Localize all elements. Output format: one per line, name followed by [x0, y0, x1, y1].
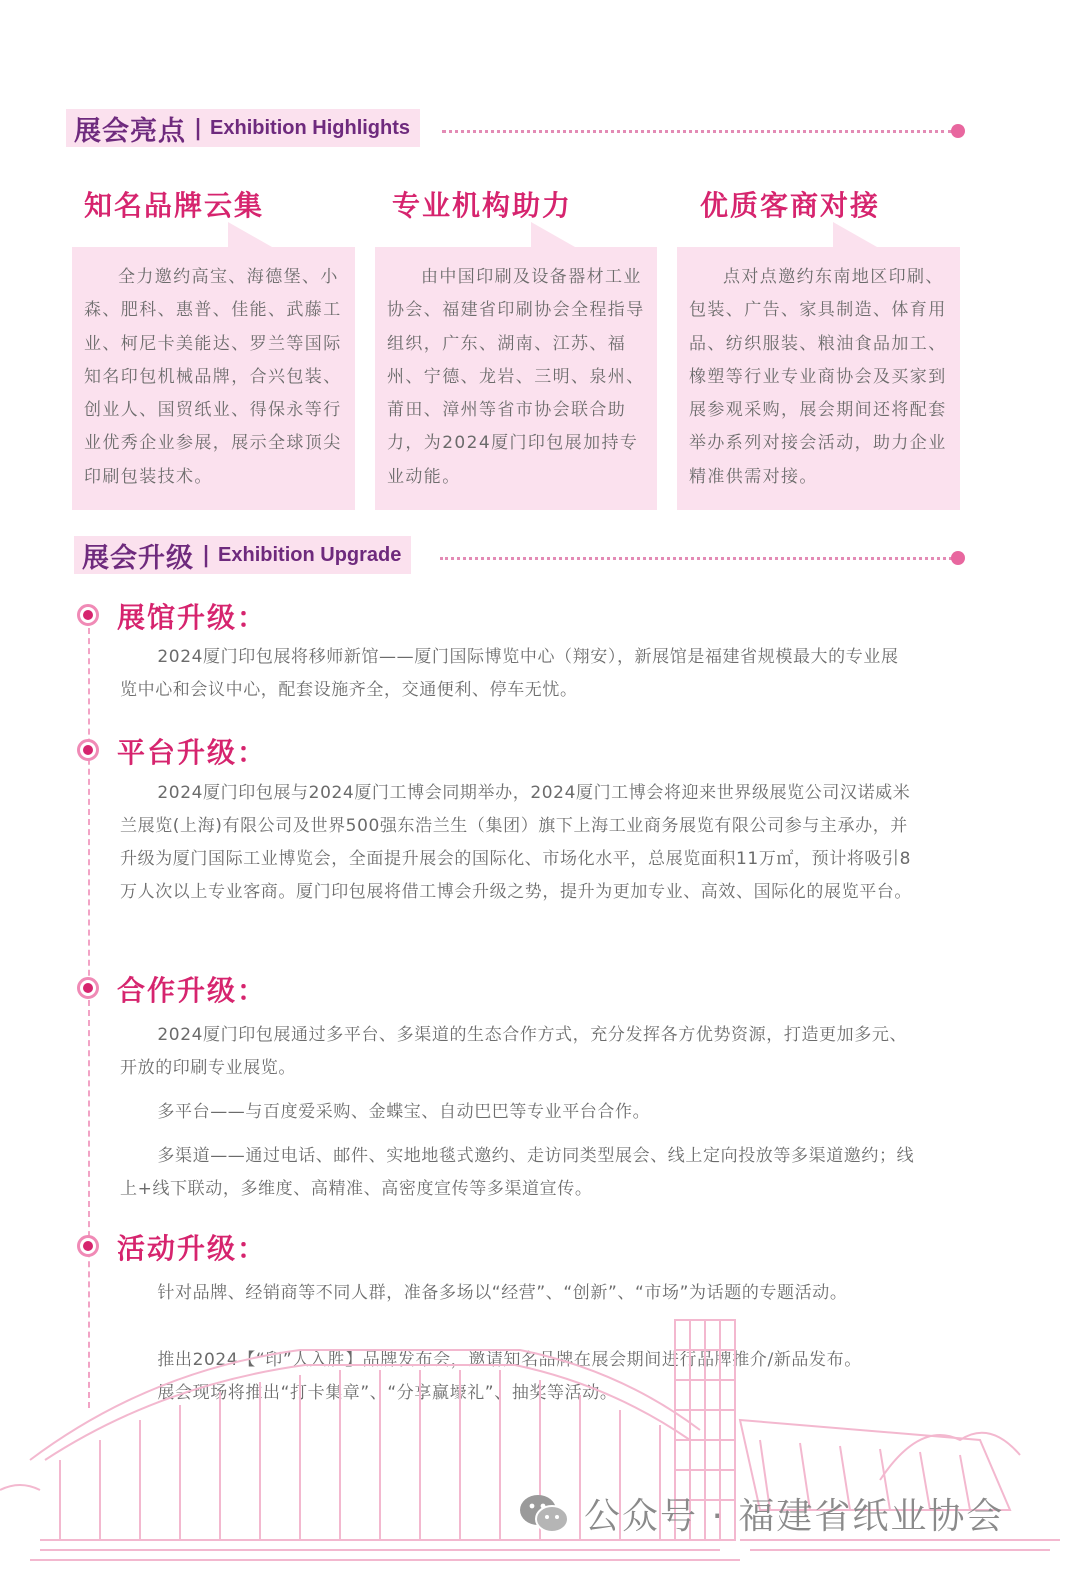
rule-end-dot	[951, 124, 965, 138]
upgrade-title-venue: 展馆升级：	[117, 601, 268, 634]
card-text-institutions: 由中国印刷及设备器材工业协会、福建省印刷协会全程指导组织，广东、湖南、江苏、福州、宁德、龙岩、三明、泉州、莆田、漳州等省市协会联合助力，为2024厦门印包展加持专业动能。	[387, 267, 645, 487]
highlights-header-tab	[66, 109, 420, 147]
watermark-text: 公众号 · 福建省纸业协会	[584, 1496, 1005, 1537]
card-brands	[72, 247, 355, 510]
upgrade-para-launch: 推出2024【“印”人入胜】品牌发布会，邀请知名品牌在展会期间进行品牌推介/新品发布。	[157, 1350, 862, 1370]
upgrade-header	[74, 536, 411, 574]
dotted-rule	[442, 130, 952, 133]
header-divider: |	[202, 542, 211, 568]
upgrade-para-venue: 2024厦门印包展将移师新馆——厦门国际博览中心（翔安），新展馆是福建省规模最大的专业展览中心和会议中心，配套设施齐全，交通便利、停车无忧。	[120, 647, 899, 700]
upgrade-title-cooperation: 合作升级：	[117, 974, 268, 1007]
timeline-marker-icon	[77, 604, 99, 626]
card-title-institutions: 专业机构助力	[392, 189, 573, 222]
upgrade-para-activities: 针对品牌、经销商等不同人群，准备多场以“经营”、“创新”、“市场”为话题的专题活动。	[157, 1283, 848, 1303]
highlights-header-zh: 展会亮点	[74, 115, 186, 147]
upgrade-para-multiplatform: 多平台——与百度爱采购、金蝶宝、自动巴巴等专业平台合作。	[157, 1102, 651, 1122]
card-title-brands: 知名品牌云集	[84, 189, 265, 222]
highlights-header-en: Exhibition Highlights	[210, 116, 411, 139]
upgrade-header-en: Exhibition Upgrade	[218, 543, 402, 566]
upgrade-para-multichannel: 多渠道——通过电话、邮件、实地地毯式邀约、走访同类型展会、线上定向投放等多渠道邀约；线上+线下联动，多维度、高精准、高密度宣传等多渠道宣传。	[120, 1146, 915, 1199]
card-institutions	[375, 247, 657, 510]
upgrade-title-platform: 平台升级：	[117, 736, 268, 769]
upgrade-para-onsite: 展会现场将推出“打卡集章”、“分享赢壕礼”、抽奖等活动。	[157, 1383, 618, 1403]
upgrade-title-activities: 活动升级：	[117, 1232, 268, 1265]
timeline-marker-icon	[77, 1235, 99, 1257]
card-text-buyers: 点对点邀约东南地区印刷、包装、广告、家具制造、体育用品、纺织服装、粮油食品加工、橡塑等行业专业商协会及买家到展参观采购，展会期间还将配套举办系列对接会活动，助力企业精准供需对接。	[689, 267, 947, 487]
watermark	[518, 1488, 1004, 1539]
header-divider: |	[194, 115, 203, 141]
upgrade-header-tab	[74, 536, 411, 574]
dotted-rule	[440, 557, 952, 560]
timeline-marker-icon	[77, 977, 99, 999]
timeline-line	[88, 618, 90, 1408]
highlights-header	[66, 109, 420, 147]
card-title-buyers: 优质客商对接	[700, 189, 881, 222]
card-buyers	[677, 247, 960, 510]
upgrade-para-cooperation: 2024厦门印包展通过多平台、多渠道的生态合作方式，充分发挥各方优势资源，打造更加多元、开放的印刷专业展览。	[120, 1025, 908, 1078]
rule-end-dot	[951, 551, 965, 565]
upgrade-para-platform: 2024厦门印包展与2024厦门工博会同期举办，2024厦门工博会将迎来世界级展览公司汉诺威米兰展览(上海)有限公司及世界500强东浩兰生（集团）旗下上海工业商务展览有限公司参与主承办，并升级为厦门国际工业博览会，全面提升展会的国际化、市场化水平，总展览面积11万㎡，预计将吸引8万人次以上专业客商。厦门印包展将借工博会升级之势，提升为更加专业、高效、国际化的展览平台。	[120, 783, 912, 902]
building-illustration	[0, 1310, 1080, 1586]
upgrade-header-zh: 展会升级	[82, 542, 194, 574]
wechat-icon	[518, 1493, 570, 1535]
timeline-marker-icon	[77, 739, 99, 761]
card-text-brands: 全力邀约高宝、海德堡、小森、肥科、惠普、佳能、武藤工业、柯尼卡美能达、罗兰等国际知名印包机械品牌，合兴包装、创业人、国贸纸业、得保永等行业优秀企业参展，展示全球顶尖印刷包装技术。	[84, 267, 342, 487]
